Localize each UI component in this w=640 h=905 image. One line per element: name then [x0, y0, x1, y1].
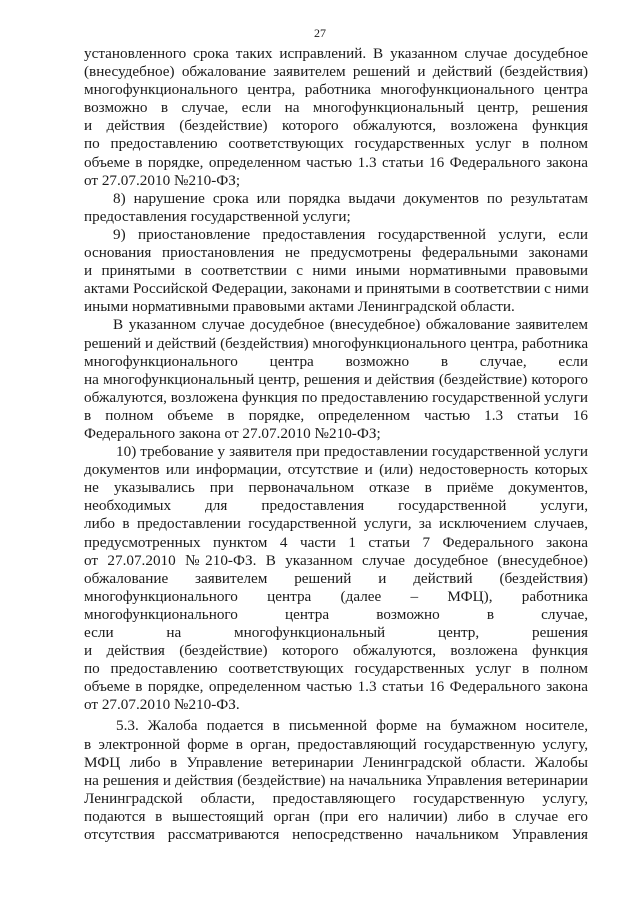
- text-line: предоставления государственной услуги;: [84, 207, 351, 225]
- text-line: и действия (бездействие) которого обжалуются, возложена функция: [84, 642, 588, 660]
- text-line: по предоставлению соответствующих государственных услуг в полном: [84, 660, 588, 678]
- text-line: на многофункциональный центр, решения и действия (бездействие) которого: [84, 370, 588, 388]
- paragraph-section-5-3: [84, 717, 588, 844]
- text-line: подаются в вышестоящий орган (при его наличии) либо в случае его: [84, 807, 588, 825]
- page-number: 27: [314, 26, 326, 40]
- paragraph-item-8: [84, 190, 588, 226]
- text-line: 9) приостановление предоставления государственной услуги, если: [113, 225, 588, 243]
- text-line: предусмотренных пунктом 4 части 1 статьи 7 Федерального закона: [84, 533, 588, 551]
- text-line: 10) требование у заявителя при предоставлении государственной услуги: [116, 443, 588, 461]
- text-line: если на многофункциональный центр, решения: [84, 624, 588, 641]
- paragraph-item-9: [84, 226, 588, 316]
- text-line: необходимых для предоставления государственной услуги,: [84, 497, 588, 515]
- text-line: по предоставлению соответствующих государственных услуг в полном: [84, 135, 588, 153]
- text-line: на решения и действия (бездействие) на начальника Управления ветеринарии: [84, 771, 588, 789]
- text-line: объеме в порядке, определенном частью 1.3 статьи 16 Федерального закона: [84, 153, 588, 171]
- text-line: и действия (бездействие) которого обжалуются, возложена функция: [84, 117, 588, 135]
- text-line: от 27.07.2010 №210-ФЗ.: [84, 696, 240, 714]
- text-line: от 27.07.2010 №210-ФЗ;: [84, 171, 241, 189]
- text-line: либо в предоставлении государственной услуги, за исключением случаев,: [84, 515, 588, 533]
- text-line: Ленинградской области, предоставляющего государственную услугу,: [84, 789, 588, 807]
- document-body: [84, 45, 588, 844]
- text-line: (внесудебное) обжалование заявителем решений и действий (бездействия): [84, 63, 588, 81]
- text-line: МФЦ либо в Управление ветеринарии Ленинградской области. Жалобы: [84, 753, 588, 771]
- text-line: и принятыми в соответствии с ними иными нормативными правовыми: [84, 262, 588, 280]
- text-line: обжалование заявителем решений и действий (бездействия): [84, 569, 588, 587]
- text-line: объеме в порядке, определенном частью 1.3 статьи 16 Федерального закона: [84, 678, 588, 696]
- text-line: многофункционального центра, работника многофункционального центра: [84, 81, 588, 99]
- text-line: 5.3. Жалоба подается в письменной форме на бумажном носителе,: [116, 717, 588, 735]
- text-line: многофункционального центра возможно в случае, если: [84, 352, 588, 370]
- text-line: Федерального закона от 27.07.2010 №210-ФЗ;: [84, 424, 381, 442]
- text-line: 8) нарушение срока или порядка выдачи документов по результатам: [113, 189, 588, 207]
- paragraph-item-10: [84, 443, 588, 714]
- text-line: в полном объеме в порядке, определенном частью 1.3 статьи 16: [84, 406, 588, 424]
- text-line: установленного срока таких исправлений. В указанном случае досудебное: [84, 45, 588, 62]
- text-line: иными нормативными правовыми актами Ленинградской области.: [84, 298, 515, 316]
- text-line: актами Российской Федерации, законами и принятыми в соответствии с ними: [84, 280, 589, 298]
- text-line: отсутствия рассматриваются непосредственно начальником Управления: [84, 826, 588, 844]
- text-line: документов или информации, отсутствие и (или) недостоверность которых: [84, 461, 588, 479]
- text-line: решений и действий (бездействия) многофункционального центра, работника: [84, 334, 589, 352]
- text-line: многофункционального центра (далее – МФЦ), работника: [84, 587, 588, 605]
- text-line: В указанном случае досудебное (внесудебное) обжалование заявителем: [113, 316, 588, 334]
- text-line: возможно в случае, если на многофункциональный центр, решения: [84, 99, 588, 117]
- text-line: в электронной форме в орган, предоставляющий государственную услугу,: [84, 735, 588, 753]
- text-line: многофункционального центра возможно в случае,: [84, 605, 588, 623]
- text-line: не указывались при первоначальном отказе в приёме документов,: [84, 479, 588, 497]
- paragraph-continuation: [84, 45, 588, 190]
- paragraph-mfc-appeal: [84, 316, 588, 443]
- text-line: основания приостановления не предусмотрены федеральными законами: [84, 244, 588, 262]
- text-line: от 27.07.2010 №210-ФЗ. В указанном случае досудебное (внесудебное): [84, 551, 588, 569]
- text-line: обжалуются, возложена функция по предоставлению государственной услуги: [84, 388, 588, 406]
